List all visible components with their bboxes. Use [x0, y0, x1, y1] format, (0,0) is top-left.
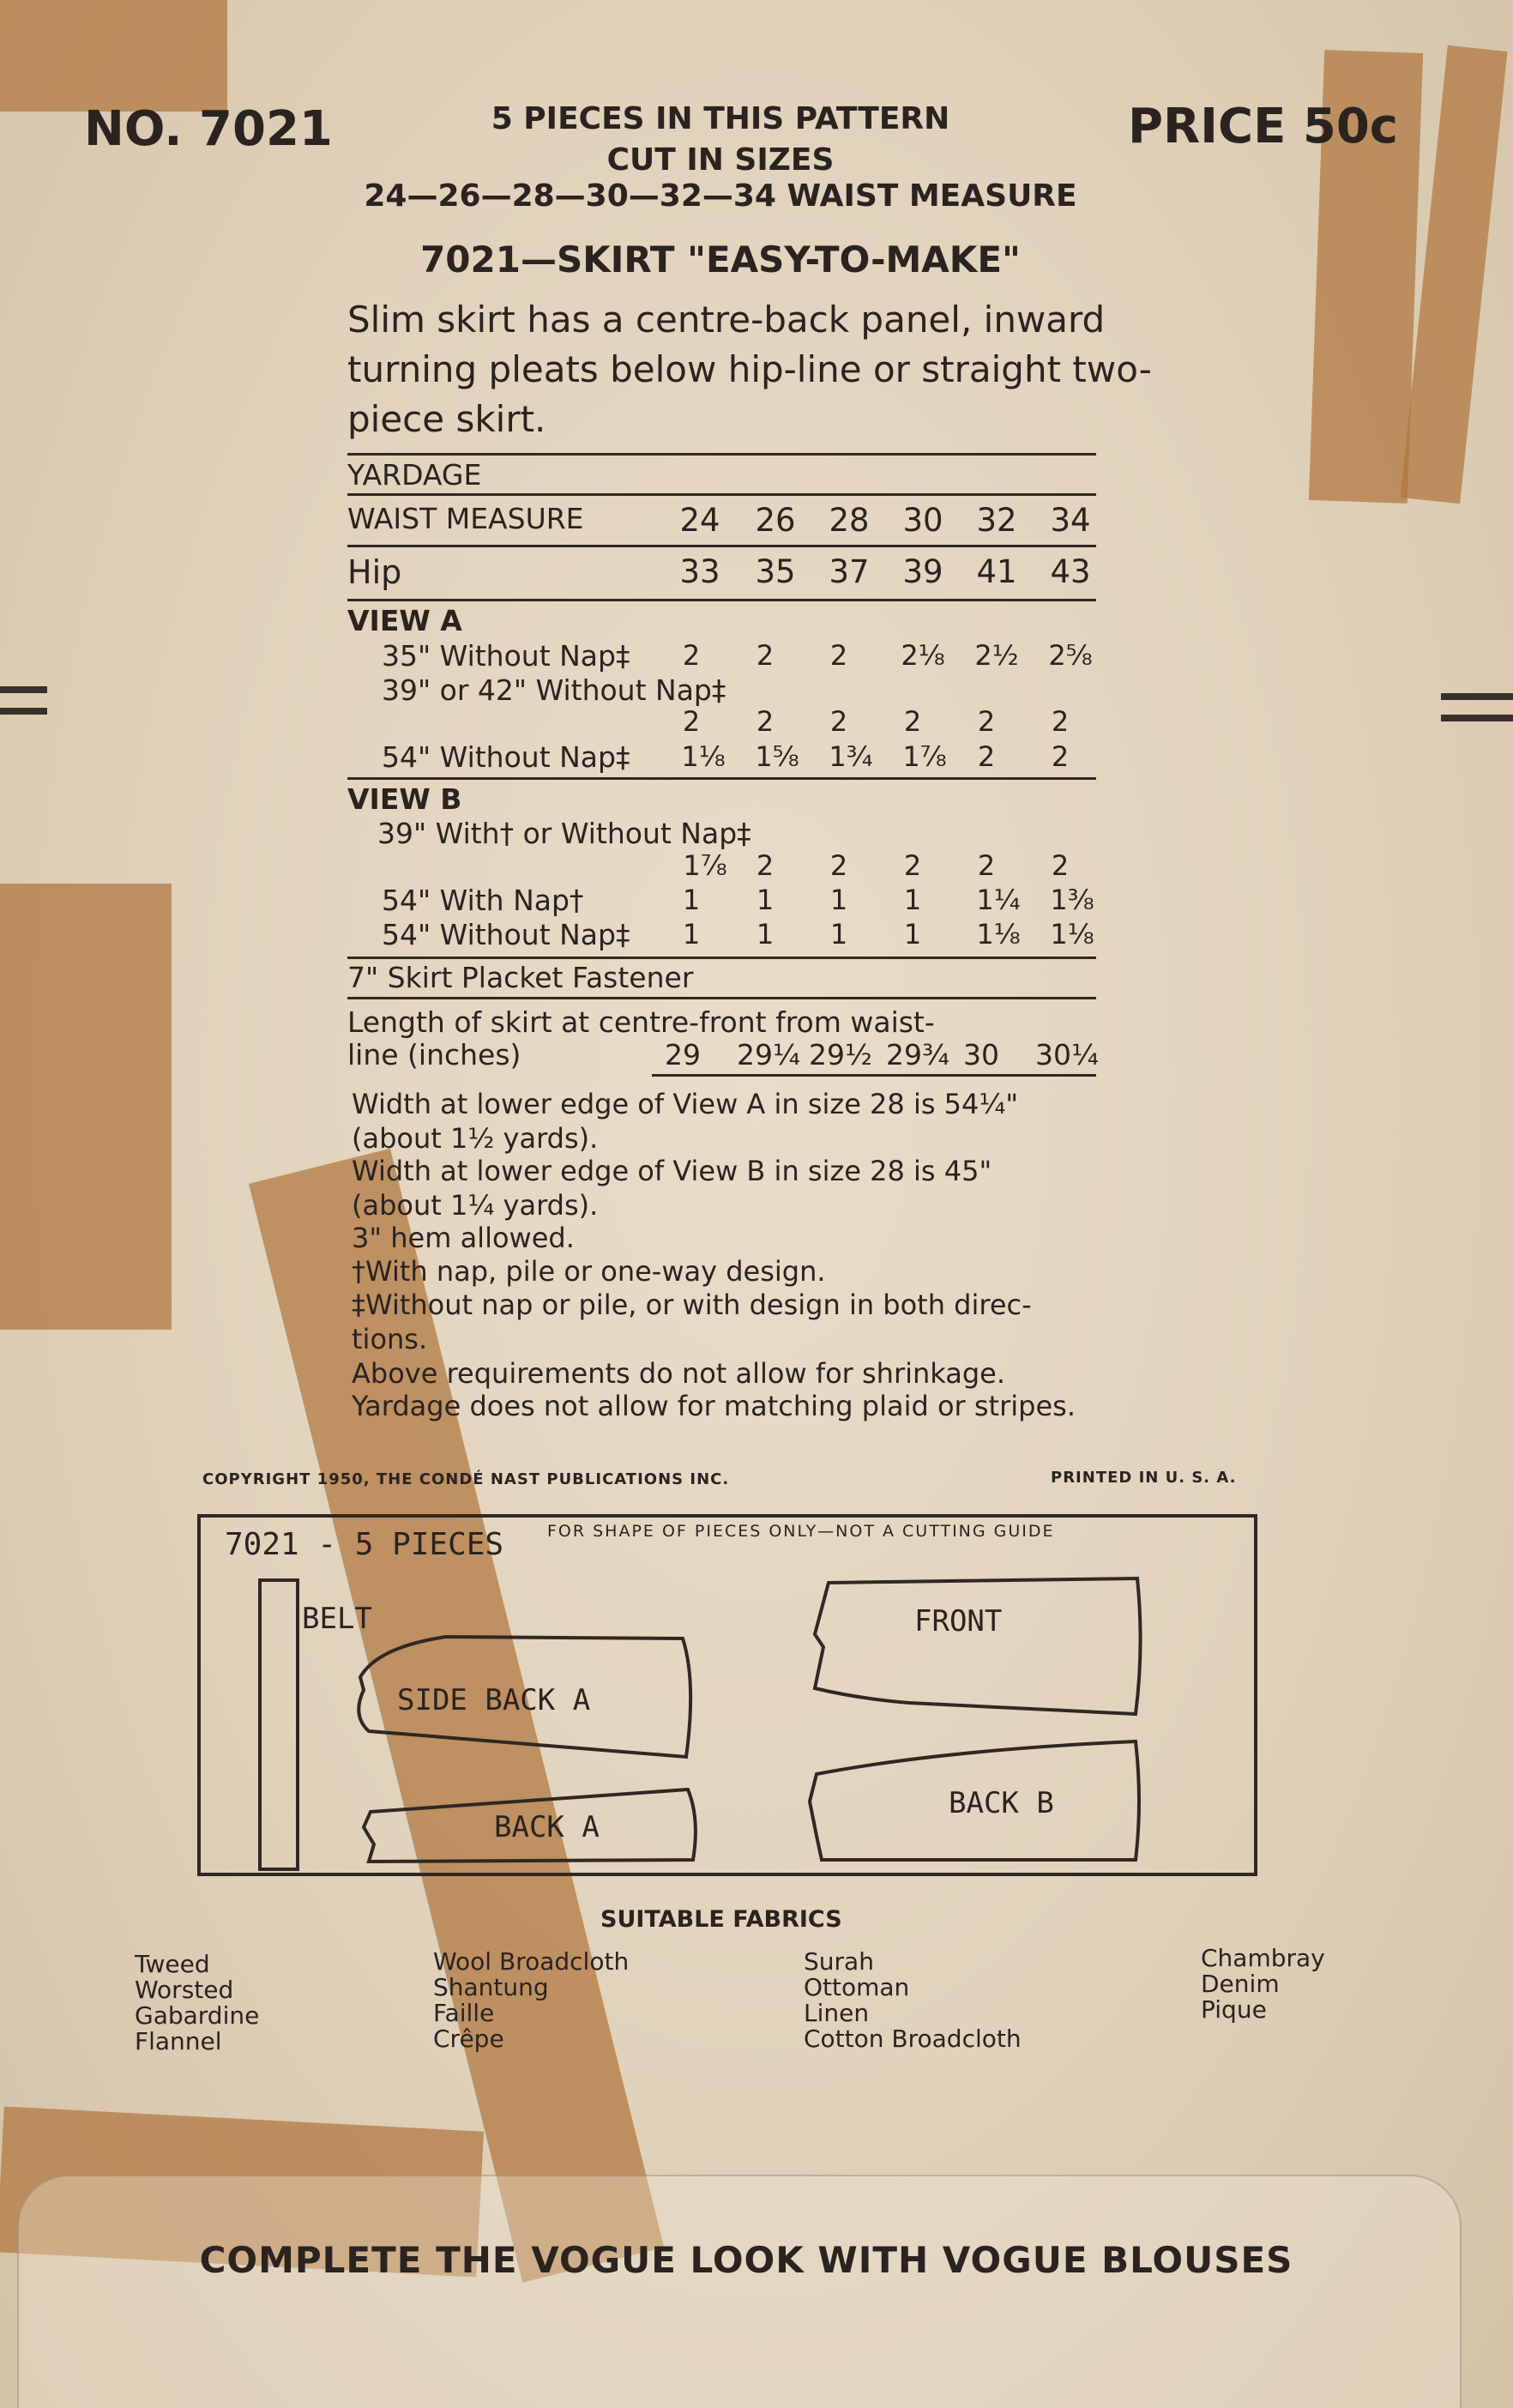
sizes-line: 24—26—28—30—32—34 WAIST MEASURE: [364, 178, 1077, 214]
pattern-title: 7021—SKIRT "EASY-TO-MAKE": [420, 238, 1021, 281]
view-a-row1-label: 35" Without Nap‡: [382, 639, 630, 673]
fabric-item: Surah: [804, 1947, 874, 1976]
fabric-item: Faille: [433, 1999, 495, 2027]
va-r3-c6: 2: [1051, 740, 1070, 773]
vb-r2-c4: 1: [903, 884, 922, 916]
len-c4: 29¾: [886, 1038, 949, 1071]
fabric-item: Linen: [804, 1999, 870, 2027]
pieces-count: 5 PIECES IN THIS PATTERN: [491, 101, 950, 136]
waist-28: 28: [829, 502, 870, 539]
belt-piece: [260, 1580, 298, 1869]
va-r3-c2: 1⅝: [755, 740, 799, 773]
vb-r2-c2: 1: [756, 884, 775, 916]
view-a-row2-label: 39" or 42" Without Nap‡: [382, 673, 726, 707]
waist-26: 26: [755, 502, 796, 539]
note-5: 3" hem allowed.: [352, 1222, 575, 1254]
fabric-item: Gabardine: [135, 2001, 260, 2030]
va-r1-c1: 2: [682, 639, 701, 672]
length-label-1: Length of skirt at centre-front from waist-: [347, 1005, 935, 1039]
vb-r1-c2: 2: [756, 849, 775, 882]
hip-37: 37: [829, 553, 870, 590]
fabric-item: Flannel: [135, 2027, 222, 2055]
side-back-a-label: SIDE BACK A: [397, 1683, 591, 1717]
fabric-item: Worsted: [135, 1976, 234, 2004]
view-b-heading: VIEW B: [347, 782, 462, 816]
va-r2-c5: 2: [977, 705, 996, 738]
vb-r3-c3: 1: [829, 918, 848, 951]
note-2: (about 1½ yards).: [352, 1122, 599, 1155]
va-r3-c3: 1¾: [829, 740, 873, 773]
note-4: (about 1¼ yards).: [352, 1189, 599, 1222]
fabric-col4: [1201, 1946, 1325, 2023]
fabric-item: Crêpe: [433, 2025, 504, 2053]
hip-39: 39: [902, 553, 943, 590]
len-c1: 29: [665, 1038, 701, 1071]
va-r1-c5: 2½: [974, 639, 1019, 672]
footer-slogan: COMPLETE THE VOGUE LOOK WITH VOGUE BLOUSES: [199, 2239, 1293, 2281]
length-label-2: line (inches): [347, 1038, 521, 1071]
va-r1-c2: 2: [756, 639, 775, 672]
pieces-title: 7021 - 5 PIECES: [225, 1527, 504, 1562]
va-r1-c3: 2: [829, 639, 848, 672]
vb-r2-c5: 1¼: [976, 884, 1021, 916]
note-3: Width at lower edge of View B in size 28 is 45": [352, 1155, 992, 1187]
note-10: Yardage does not allow for matching plaid or stripes.: [352, 1390, 1076, 1422]
len-c5: 30: [963, 1038, 999, 1071]
vb-r2-c1: 1: [682, 884, 701, 916]
view-a-row3-label: 54" Without Nap‡: [382, 740, 630, 774]
va-r2-c1: 2: [682, 705, 701, 738]
fabric-item: Chambray: [1201, 1944, 1325, 1972]
fabric-col2: [433, 1949, 629, 2052]
view-b-row3-label: 54" Without Nap‡: [382, 918, 630, 951]
fabrics-heading: SUITABLE FABRICS: [600, 1906, 842, 1933]
note-1: Width at lower edge of View A in size 28 is 54¼": [352, 1088, 1019, 1120]
vb-r1-c3: 2: [829, 849, 848, 882]
fabric-col1: [135, 1952, 259, 2055]
va-r2-c3: 2: [829, 705, 848, 738]
placket-label: 7" Skirt Placket Fastener: [347, 961, 694, 994]
hip-33: 33: [679, 553, 720, 590]
va-r1-c6: 2⅝: [1048, 639, 1093, 672]
vb-r1-c1: 1⅞: [683, 849, 727, 882]
len-c2: 29¼: [737, 1038, 800, 1071]
vb-r3-c2: 1: [756, 918, 775, 951]
printed-in: PRINTED IN U. S. A.: [1051, 1469, 1237, 1487]
view-b-row2-label: 54" With Nap†: [382, 884, 584, 917]
vb-r2-c3: 1: [829, 884, 848, 916]
pattern-number: NO. 7021: [84, 101, 333, 157]
vb-r3-c6: 1⅛: [1050, 918, 1094, 951]
cut-in-sizes: CUT IN SIZES: [606, 142, 835, 178]
description-line-1: Slim skirt has a centre-back panel, inward: [347, 299, 1106, 341]
front-piece: [815, 1578, 1141, 1714]
description-line-2: turning pleats below hip-line or straight two-: [347, 348, 1152, 390]
hip-43: 43: [1050, 553, 1091, 590]
view-b-row1-label: 39" With† or Without Nap‡: [377, 817, 751, 850]
note-9: Above requirements do not allow for shrinkage.: [352, 1357, 1006, 1390]
fabric-item: Tweed: [135, 1950, 210, 1978]
description-line-3: piece skirt.: [347, 398, 546, 440]
fabric-item: Cotton Broadcloth: [804, 2025, 1022, 2053]
vb-r2-c6: 1⅜: [1050, 884, 1094, 916]
fabric-item: Ottoman: [804, 1973, 910, 2001]
back-a-label: BACK A: [494, 1810, 600, 1844]
waist-34: 34: [1050, 502, 1091, 539]
vb-r3-c1: 1: [682, 918, 701, 951]
vb-r1-c4: 2: [903, 849, 922, 882]
note-7: ‡Without nap or pile, or with design in both direc-: [352, 1288, 1032, 1321]
waist-label: WAIST MEASURE: [347, 502, 584, 535]
belt-label: BELT: [302, 1602, 372, 1636]
note-8: tions.: [352, 1323, 428, 1355]
fabric-col3: [804, 1949, 1022, 2052]
waist-24: 24: [679, 502, 720, 539]
va-r2-c2: 2: [756, 705, 775, 738]
fabric-item: Shantung: [433, 1973, 549, 2001]
va-r3-c1: 1⅛: [681, 740, 726, 773]
fabric-item: Pique: [1201, 1995, 1267, 2024]
len-c3: 29½: [809, 1038, 872, 1071]
note-6: †With nap, pile or one-way design.: [352, 1255, 826, 1288]
va-r3-c5: 2: [977, 740, 996, 773]
va-r3-c4: 1⅞: [902, 740, 947, 773]
va-r1-c4: 2⅛: [901, 639, 945, 672]
fabric-item: Wool Broadcloth: [433, 1947, 630, 1976]
vb-r3-c4: 1: [903, 918, 922, 951]
hip-35: 35: [755, 553, 796, 590]
copyright: COPYRIGHT 1950, THE CONDÉ NAST PUBLICATIONS INC.: [202, 1470, 730, 1488]
waist-30: 30: [902, 502, 943, 539]
fabric-item: Denim: [1201, 1970, 1280, 1998]
vb-r1-c6: 2: [1051, 849, 1070, 882]
hip-label: Hip: [347, 553, 402, 591]
yardage-heading: YARDAGE: [347, 458, 482, 492]
pieces-subtitle: FOR SHAPE OF PIECES ONLY—NOT A CUTTING GUIDE: [547, 1522, 1055, 1541]
vb-r1-c5: 2: [977, 849, 996, 882]
waist-32: 32: [976, 502, 1017, 539]
view-a-heading: VIEW A: [347, 604, 462, 637]
price: PRICE 50c: [1128, 99, 1398, 154]
hip-41: 41: [976, 553, 1017, 590]
va-r2-c4: 2: [903, 705, 922, 738]
front-label: FRONT: [914, 1604, 1003, 1639]
back-b-label: BACK B: [949, 1786, 1054, 1820]
va-r2-c6: 2: [1051, 705, 1070, 738]
vb-r3-c5: 1⅛: [976, 918, 1021, 951]
len-c6: 30¼: [1035, 1038, 1099, 1071]
